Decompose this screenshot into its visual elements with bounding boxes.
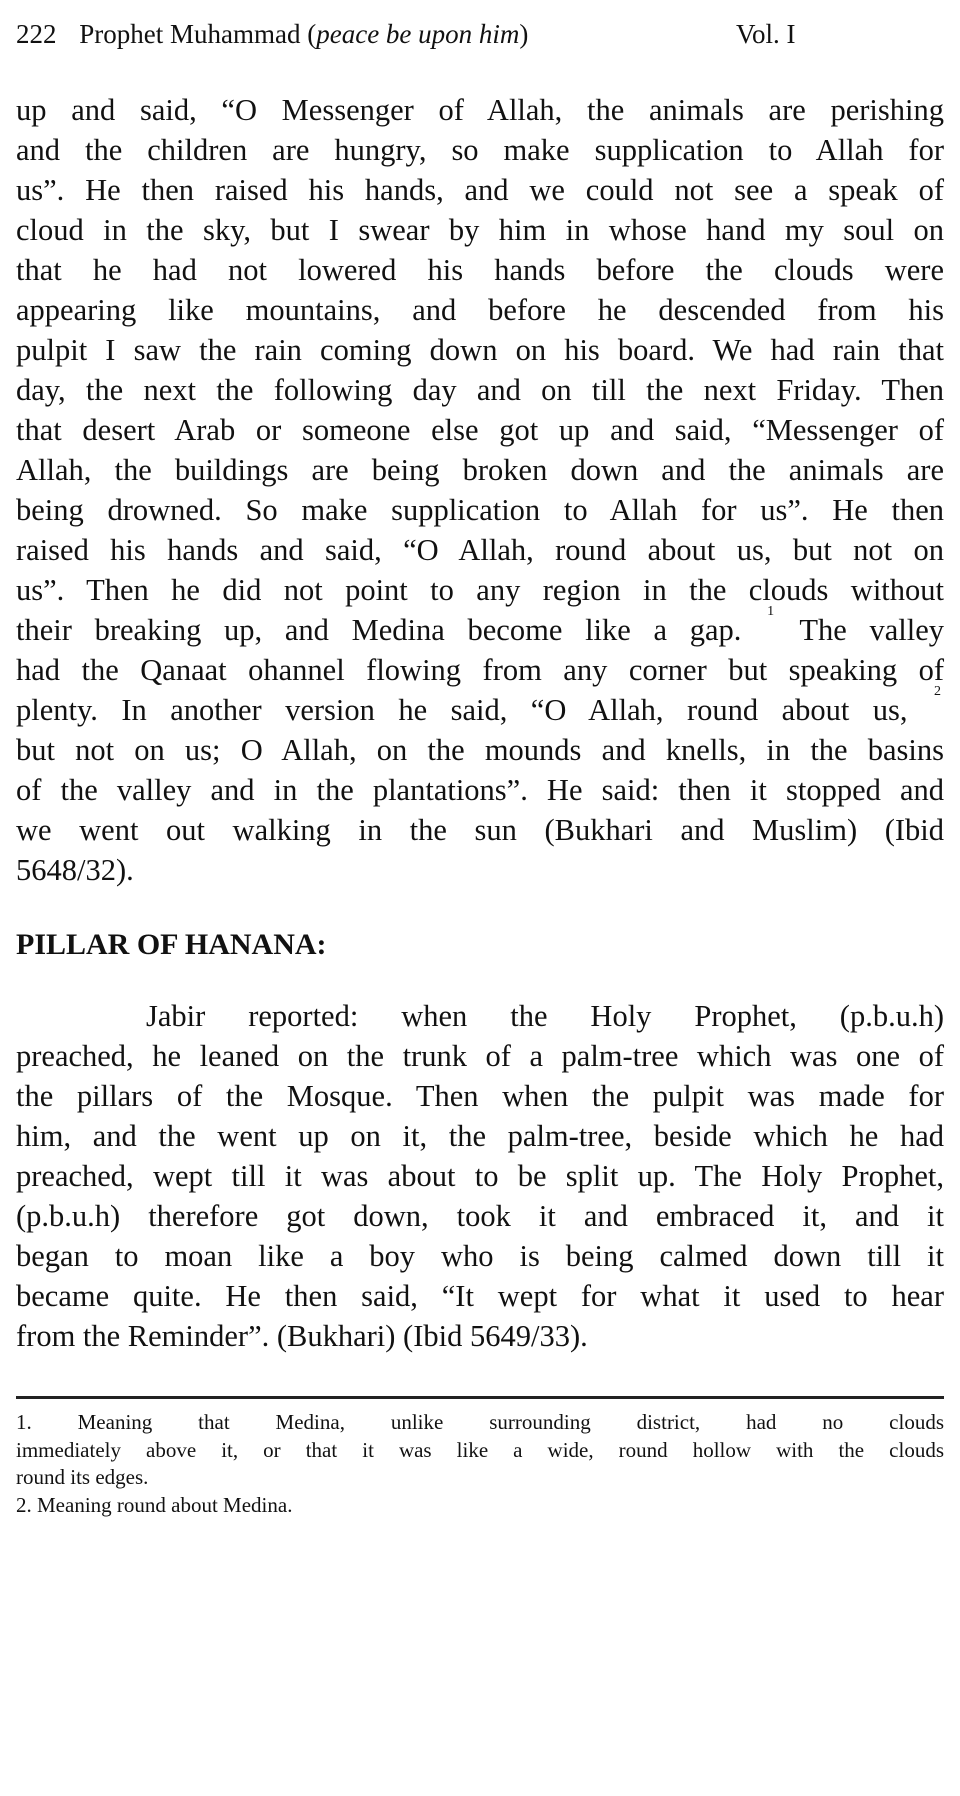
text-line: cloud in the sky, but I swear by him in whose hand my soul on xyxy=(16,213,944,247)
text-line: up and said, “O Messenger of Allah, the animals are perishing xyxy=(16,93,944,127)
section-heading: PILLAR OF HANANA: xyxy=(16,928,327,961)
text-line: that he had not lowered his hands before the clouds were xyxy=(16,253,944,287)
footnotes xyxy=(16,1409,944,1519)
text-line: preached, he leaned on the trunk of a palm-tree which was one of xyxy=(16,1039,944,1073)
footnote-line: round its edges. xyxy=(16,1465,149,1489)
text-line: we went out walking in the sun (Bukhari and Muslim) (Ibid xyxy=(16,813,944,847)
paragraph-2 xyxy=(16,996,944,1356)
text-line: of the valley and in the plantations”. He said: then it stopped and xyxy=(16,773,944,807)
text-line: that desert Arab or someone else got up and said, “Messenger of xyxy=(16,413,944,447)
text-line: 5648/32). xyxy=(16,853,134,887)
text-line: and the children are hungry, so make supplication to Allah for xyxy=(16,133,944,167)
text-line: us”. Then he did not point to any region in the clouds without xyxy=(16,573,944,607)
text-segment: plenty. In another version he said, “O Allah, round about us, xyxy=(16,693,908,727)
text-line: the pillars of the Mosque. Then when the pulpit was made for xyxy=(16,1079,944,1113)
volume-label: Vol. I xyxy=(736,19,796,49)
honorific-text: peace be upon him xyxy=(316,19,520,49)
text-line: became quite. He then said, “It wept for what it used to hear xyxy=(16,1279,944,1313)
text-line: Allah, the buildings are being broken down and the animals are xyxy=(16,453,944,487)
text-segment: The valley xyxy=(799,613,944,647)
footnote-ref-2[interactable]: 2 xyxy=(934,684,941,699)
text-line: pulpit I saw the rain coming down on his board. We had rain that xyxy=(16,333,944,367)
text-line: being drowned. So make supplication to Allah for us”. He then xyxy=(16,493,944,527)
footnote-line: immediately above it, or that it was like a wide, round hollow with the clouds xyxy=(16,1437,944,1462)
text-line: had the Qanaat ohannel flowing from any corner but speaking of xyxy=(16,653,944,687)
text-line: from the Reminder”. (Bukhari) (Ibid 5649/33). xyxy=(16,1319,588,1353)
text-line: preached, wept till it was about to be split up. The Holy Prophet, xyxy=(16,1159,944,1193)
text-line xyxy=(16,684,944,730)
text-line: (p.b.u.h) therefore got down, took it and embraced it, and it xyxy=(16,1199,944,1233)
paragraph-1 xyxy=(16,90,944,890)
text-line: us”. He then raised his hands, and we could not see a speak of xyxy=(16,173,944,207)
footnote-line: 1. Meaning that Medina, unlike surrounding district, had no clouds xyxy=(16,1410,944,1434)
text-line: began to moan like a boy who is being calmed down till it xyxy=(16,1239,944,1273)
text-line: appearing like mountains, and before he descended from his xyxy=(16,293,944,327)
text-line: Jabir reported: when the Holy Prophet, (p.b.u.h) xyxy=(146,999,944,1033)
running-header xyxy=(16,14,944,54)
footnote-ref-1[interactable]: 1 xyxy=(767,604,775,619)
book-title: Prophet Muhammad xyxy=(79,19,301,49)
page-number: 222 xyxy=(16,19,57,49)
text-line: him, and the went up on it, the palm-tree, beside which he had xyxy=(16,1119,944,1153)
book-title-honorific: (peace be upon him) xyxy=(307,19,529,49)
footnote-line: 2. Meaning round about Medina. xyxy=(16,1492,293,1517)
footnote-divider xyxy=(16,1396,944,1399)
text-line: raised his hands and said, “O Allah, round about us, but not on xyxy=(16,533,944,567)
text-line: day, the next the following day and on till the next Friday. Then xyxy=(16,373,944,407)
text-line: but not on us; O Allah, on the mounds and knells, in the basins xyxy=(16,733,944,767)
text-segment: their breaking up, and Medina become like a gap. xyxy=(16,613,742,647)
text-line xyxy=(16,604,944,650)
